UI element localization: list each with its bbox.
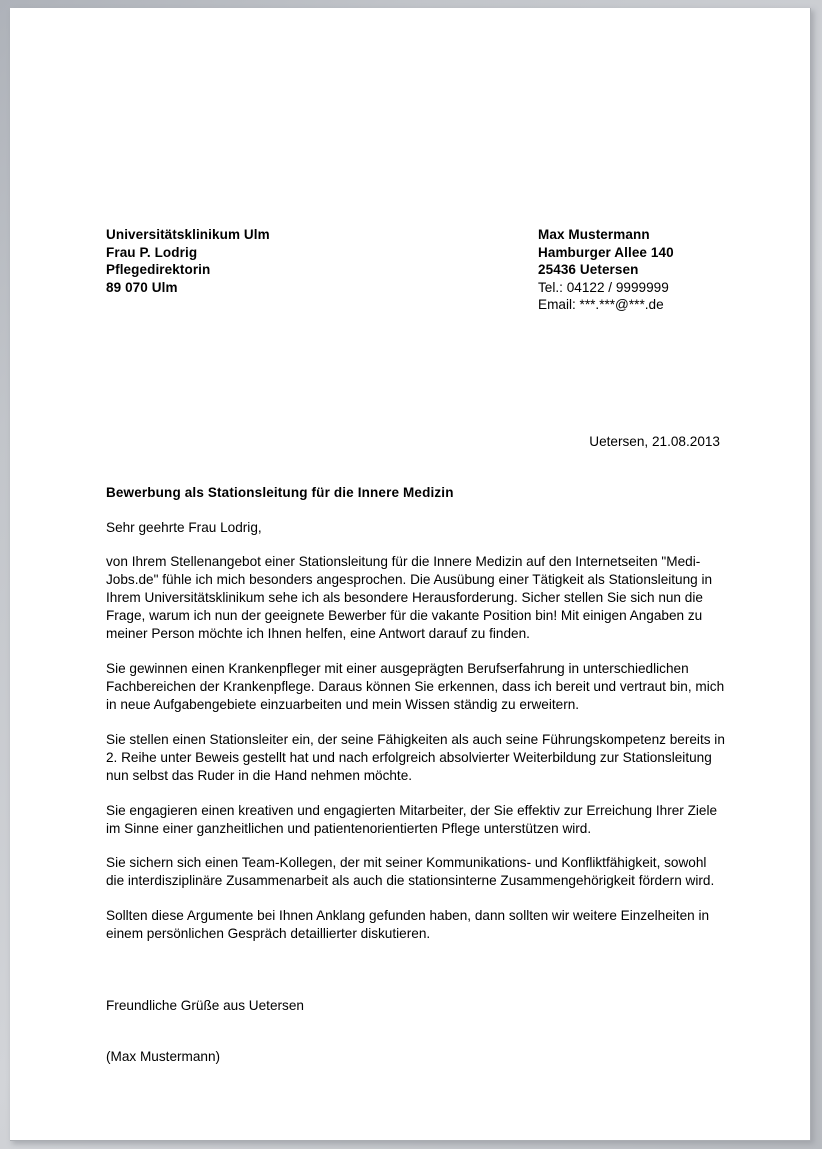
date-line: Uetersen, 21.08.2013	[589, 434, 720, 449]
recipient-postal-city: 89 070 Ulm	[106, 279, 178, 295]
sender-email: Email: ***.***@***.de	[538, 297, 664, 313]
closing-greeting: Freundliche Grüße aus Uetersen	[106, 998, 304, 1013]
sender-street: Hamburger Allee 140	[538, 244, 674, 260]
body-paragraph: Sie sichern sich einen Team-Kollegen, der mit seiner Kommunikations- und Konfliktfähigkeit, sowohl die interdisziplinäre Zusammenarbeit als auch die stationsinterne Zusammengehörigkeit fördern wird.	[106, 855, 715, 889]
body-paragraph: von Ihrem Stellenangebot einer Stationsleitung für die Innere Medizin auf den Internetseiten "Medi-Jobs.de" fühle ich mich besonders angesprochen. Die Ausübung einer Tätigkeit als Stationsleitung in Ihrem Universitätsklinikum sehe ich als besondere Herausforderung. Sicher stellen Sie sich nun die Frage, warum ich nun der geeignete Bewerber für die vakante Position bin! Mit einigen Angaben zu meiner Person möchte ich Ihnen helfen, eine Antwort darauf zu finden.	[106, 554, 713, 642]
salutation: Sehr geehrte Frau Lodrig,	[106, 520, 262, 535]
signature-name: (Max Mustermann)	[106, 1049, 221, 1064]
body-paragraph: Sie gewinnen einen Krankenpfleger mit einer ausgeprägten Berufserfahrung in unterschiedlichen Fachbereichen der Krankenpflege. Daraus können Sie erkennen, dass ich bereit und vertraut bin, mich in neue Aufgabengebiete einzuarbeiten und mein Wissen ständig zu erweitern.	[106, 660, 725, 713]
recipient-address	[106, 226, 270, 296]
body-paragraph: Sie stellen einen Stationsleiter ein, der seine Fähigkeiten als auch seine Führungskompetenz bereits in 2. Reihe unter Beweis gestellt hat und nach erfolgreich absolvierter Weiterbildung zur Stationsleitung nun selbst das Ruder in die Hand nehmen möchte.	[106, 731, 725, 783]
body-paragraph: Sollten diese Argumente bei Ihnen Anklang gefunden haben, dann sollten wir weitere Einzelheiten in einem persönlichen Gespräch detaillierter diskutieren.	[106, 907, 710, 941]
recipient-name: Frau P. Lodrig	[106, 244, 198, 260]
document-page	[10, 8, 811, 1141]
sender-postal-city: 25436 Uetersen	[538, 262, 639, 278]
recipient-organization: Universitätsklinikum Ulm	[106, 227, 270, 242]
sender-name: Max Mustermann	[538, 227, 650, 242]
recipient-title: Pflegedirektorin	[106, 262, 211, 278]
body-paragraph: Sie engagieren einen kreativen und engagierten Mitarbeiter, der Sie effektiv zur Erreichung Ihrer Ziele im Sinne einer ganzheitlichen und patientenorientierten Pflege unterstützen wird.	[106, 802, 718, 836]
sender-phone: Tel.: 04122 / 9999999	[538, 279, 669, 295]
subject-line: Bewerbung als Stationsleitung für die Innere Medizin	[106, 485, 454, 500]
address-block	[106, 218, 726, 318]
sender-address	[538, 226, 674, 314]
letter-body	[106, 553, 726, 943]
